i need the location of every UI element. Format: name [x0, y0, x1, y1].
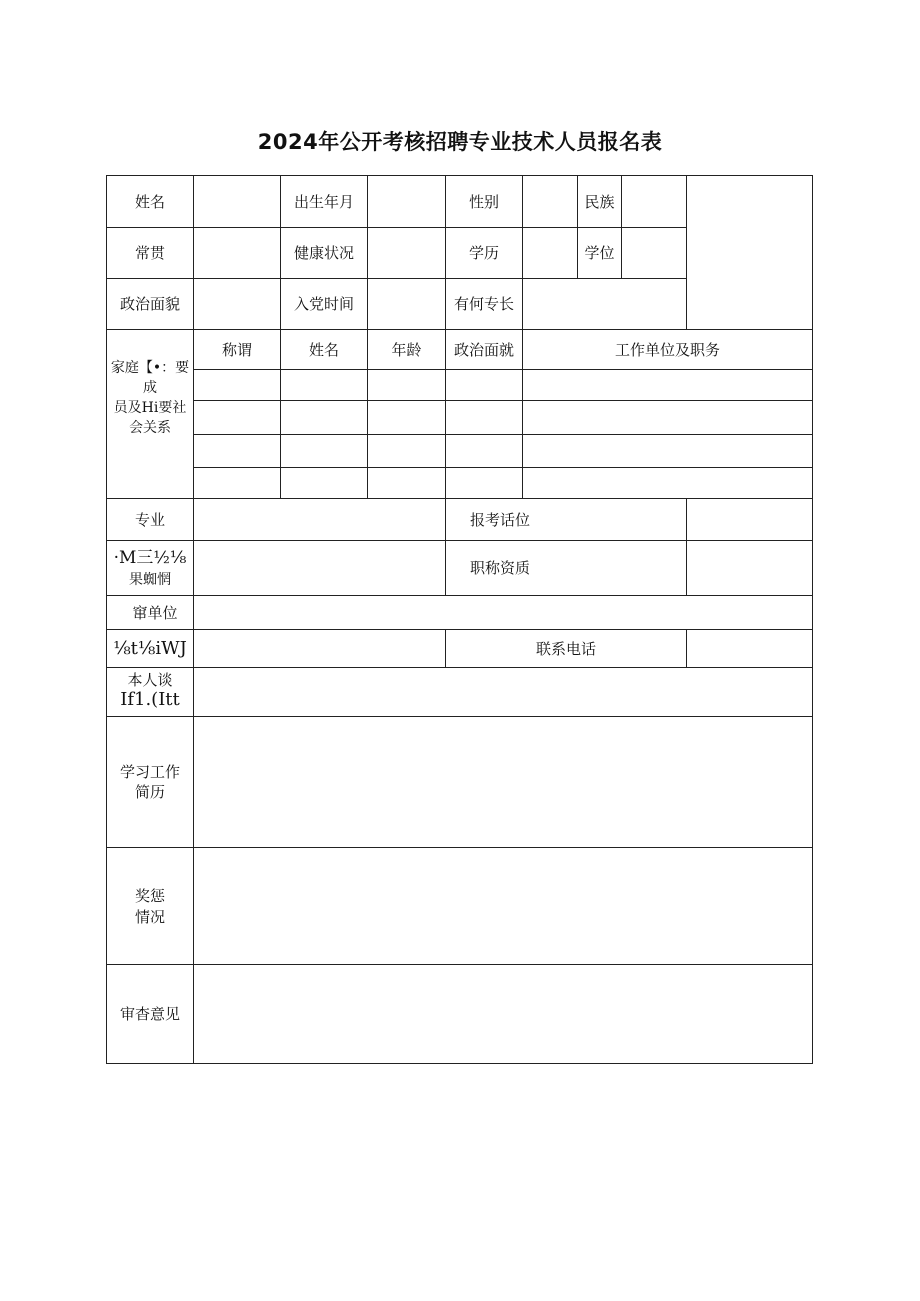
family-row[interactable] [194, 468, 812, 498]
native-place-label: 常贯 [134, 244, 165, 262]
family-row[interactable] [194, 401, 812, 434]
family-header: 工作单位及职务 [614, 340, 720, 359]
photo-box[interactable] [687, 176, 812, 329]
awards-field[interactable] [194, 848, 812, 964]
gender-field[interactable] [523, 176, 577, 227]
phone-label: 联系电话 [535, 639, 596, 658]
join-party-label: 入党时间 [293, 295, 354, 313]
apply-position-label: 报考话位 [470, 510, 531, 529]
major-label: 专业 [134, 510, 165, 529]
family-label-line2: 员及Hi要社会关系 [113, 400, 187, 436]
name-label: 姓名 [134, 192, 165, 211]
specialty-field[interactable] [523, 279, 686, 329]
graduation-label-line2: 果蜘惘 [129, 572, 171, 588]
political-status-label: 政治面貌 [119, 295, 180, 313]
resume-label: 学习工作简历 [119, 763, 180, 801]
apply-position-field[interactable] [687, 499, 812, 540]
graduation-label [107, 541, 193, 595]
phone-field[interactable] [687, 630, 812, 667]
review-label: 审杳意见 [119, 1005, 180, 1023]
education-label: 学历 [468, 244, 499, 262]
health-field[interactable] [368, 228, 445, 278]
major-field[interactable] [194, 499, 445, 540]
title-qualification-label: 职称资质 [470, 559, 531, 577]
birth-label: 出生年月 [293, 192, 354, 211]
awards-label-line1: 奖惩 [134, 887, 165, 905]
family-header: 姓名 [308, 340, 339, 359]
political-status-field[interactable] [194, 279, 280, 329]
gender-label: 性别 [468, 192, 499, 211]
native-place-field[interactable] [194, 228, 280, 278]
family-row[interactable] [194, 435, 812, 467]
family-header: 年龄 [391, 340, 422, 359]
family-header: 政治面就 [453, 340, 514, 359]
family-relations-label [107, 330, 193, 498]
self-label [107, 668, 193, 716]
family-row[interactable] [194, 370, 812, 400]
id-number-label: ⅛t⅛iWJ [113, 637, 187, 659]
specialty-label: 有何专长 [453, 295, 514, 313]
degree-field[interactable] [622, 228, 686, 278]
self-field[interactable] [194, 668, 812, 716]
work-unit-field[interactable] [194, 596, 812, 629]
awards-label [107, 848, 193, 964]
name-field[interactable] [194, 176, 280, 227]
graduation-label-line1: ·M三½⅛ [113, 548, 187, 568]
id-number-field[interactable] [194, 630, 445, 667]
ethnicity-field[interactable] [622, 176, 686, 227]
review-field[interactable] [194, 965, 812, 1063]
education-field[interactable] [523, 228, 577, 278]
join-party-field[interactable] [368, 279, 445, 329]
title-qualification-field[interactable] [687, 541, 812, 595]
resume-field[interactable] [194, 717, 812, 847]
graduation-field[interactable] [194, 541, 445, 595]
awards-label-line2: 情况 [134, 908, 165, 926]
grid-line [106, 1063, 813, 1064]
self-label-line1: 本人谈 [127, 671, 173, 689]
health-label: 健康状况 [293, 244, 354, 262]
family-header: 称谓 [221, 340, 252, 359]
family-label-line1: 家庭【•：要成 [110, 360, 190, 396]
work-unit-label: 窜单位 [132, 603, 178, 622]
ethnicity-label: 民族 [584, 192, 615, 211]
form-title: 2024年公开考核招聘专业技术人员报名表 [257, 130, 663, 154]
grid-line [812, 175, 813, 1064]
degree-label: 学位 [584, 244, 615, 262]
birth-field[interactable] [368, 176, 445, 227]
self-label-line2: If1.(Itt [120, 689, 180, 710]
